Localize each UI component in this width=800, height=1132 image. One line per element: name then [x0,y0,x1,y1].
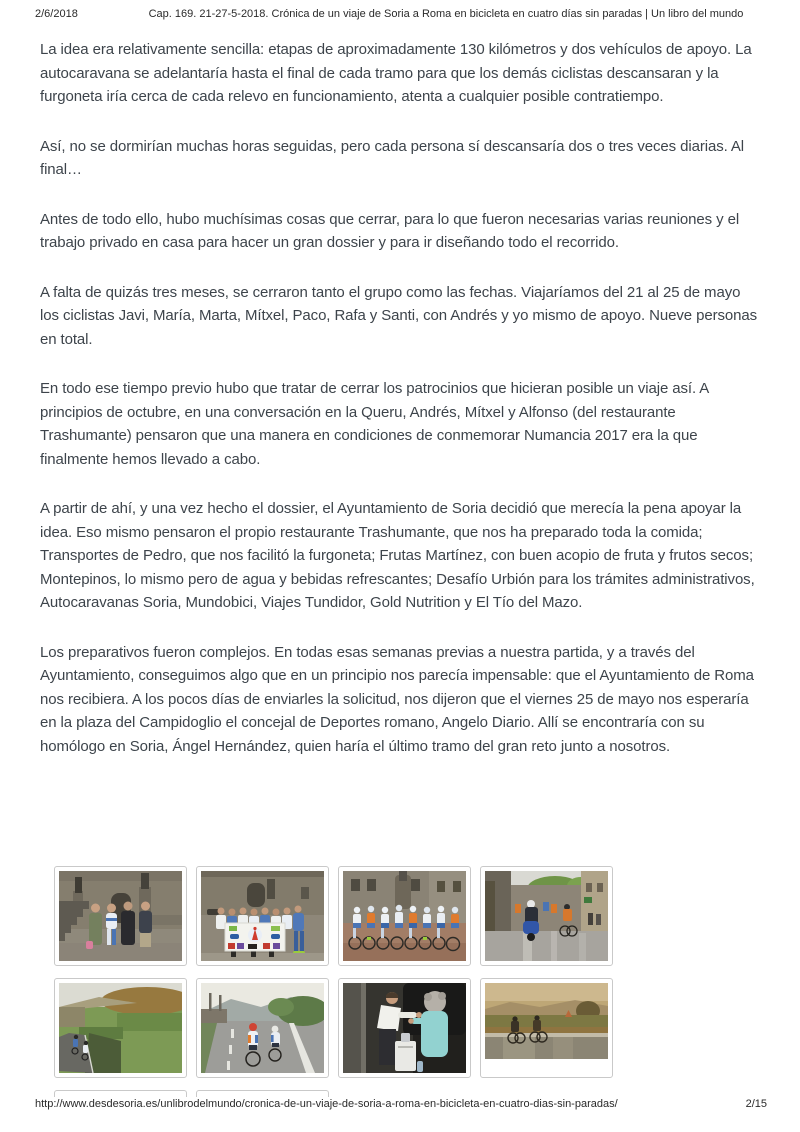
photo-sponsor-banner-image [201,871,324,961]
gallery-photo-10-partial[interactable] [196,1090,329,1097]
gallery-photo-1[interactable] [54,866,187,966]
photo-van-supplies-image [343,983,466,1073]
photo-group-officials-image [59,871,182,961]
print-footer [35,1098,767,1111]
page-url: http://www.desdesoria.es/unlibrodelmundo/cronica-de-un-viaje-de-soria-a-roma-en-bicicleta-en-cuatro-dias-sin-paradas/ [35,1098,618,1110]
photo-team-lineup-image [343,871,466,961]
gallery-photo-2[interactable] [196,866,329,966]
print-header [35,8,767,21]
article-body [40,38,762,784]
article-paragraph: A falta de quizás tres meses, se cerraron tanto el grupo como las fechas. Viajaríamos del 21 al 25 de mayo los ciclistas Javi, María, Marta, Mítxel, Paco, Rafa y Santi, con Andrés y yo mismo de apoyo. Nueve personas en total. [40,283,758,348]
gallery-photo-4[interactable] [480,866,613,966]
article-paragraph: Los preparativos fueron complejos. En todas esas semanas previas a nuestra partida, y a través del Ayuntamiento, conseguimos algo que en un principio nos parecía impensable: que el Ayuntamiento de Roma nos recibiera. A los pocos días de enviarles la solicitud, nos dijeron que el viernes 25 de mayo nos esperaría en la plaza del Campidoglio el concejal de Deportes romano, Angelo Diario. Allí se encontraría con su homólogo en Soria, Ángel Hernández, quien haría el último tramo del gran reto junto a nosotros. [40,643,754,755]
article-paragraph: En todo ese tiempo previo hubo que tratar de cerrar los patrocinios que hicieran posible un viaje así. A principios de octubre, en una conversación en la Queru, Andrés, Mítxel y Alfonso (del restaurante Trashumante) pensaron que una manera en condiciones de conmemorar Numancia 2017 era la que finalmente hemos llevado a cabo. [40,380,709,468]
gallery-photo-7[interactable] [338,978,471,1078]
article-paragraph: A partir de ahí, y una vez hecho el dossier, el Ayuntamiento de Soria decidió que merecía la pena apoyar la idea. Eso mismo pensaron el propio restaurante Trashumante, que nos ha preparado toda la comida; Transportes de Pedro, que nos facilitó la furgoneta; Frutas Martínez, con buen acopio de fruta y frutos secos; Montepinos, lo mismo pero de agua y bebidas refrescantes; Desafío Urbión para los trámites administrativos, Autocaravanas Soria, Mundobici, Viajes Tundidor, Gold Nutrition y El Tío del Mazo. [40,500,755,611]
gallery-photo-8[interactable] [480,978,613,1078]
photo-two-cyclists-road-image [201,983,324,1073]
document-title: Cap. 169. 21-27-5-2018. Crónica de un viaje de Soria a Roma en bicicleta en cuatro días sin paradas | Un libro del mundo [148,8,744,20]
photo-country-road-image [59,983,182,1073]
article-paragraph: Antes de todo ello, hubo muchísimas cosas que cerrar, para lo que fueron necesarias varias reuniones y el trabajo privado en casa para hacer un gran dossier y para ir diseñando todo el recorrido. [40,210,740,251]
print-date: 2/6/2018 [35,8,78,20]
article-paragraph: Así, no se dormirían muchas horas seguidas, pero cada persona sí descansaría dos o tres veces diarias. Al final… [40,137,745,178]
page-number: 2/15 [745,1098,767,1110]
photo-wet-street-escort-image [485,871,608,961]
article-paragraph: La idea era relativamente sencilla: etapas de aproximadamente 130 kilómetros y dos vehículos de apoyo. La autocaravana se adelantaría hasta el final de cada tramo para que los demás ciclistas descansaran y la furgoneta iría cerca de cada relevo en funcionamiento, atenta a cualquier posible contratiempo. [40,41,752,105]
gallery-photo-5[interactable] [54,978,187,1078]
gallery-photo-3[interactable] [338,866,471,966]
gallery-photo-9-partial[interactable] [54,1090,187,1097]
photo-gallery [54,866,622,1097]
photo-dusk-road-image [485,983,608,1059]
gallery-photo-6[interactable] [196,978,329,1078]
